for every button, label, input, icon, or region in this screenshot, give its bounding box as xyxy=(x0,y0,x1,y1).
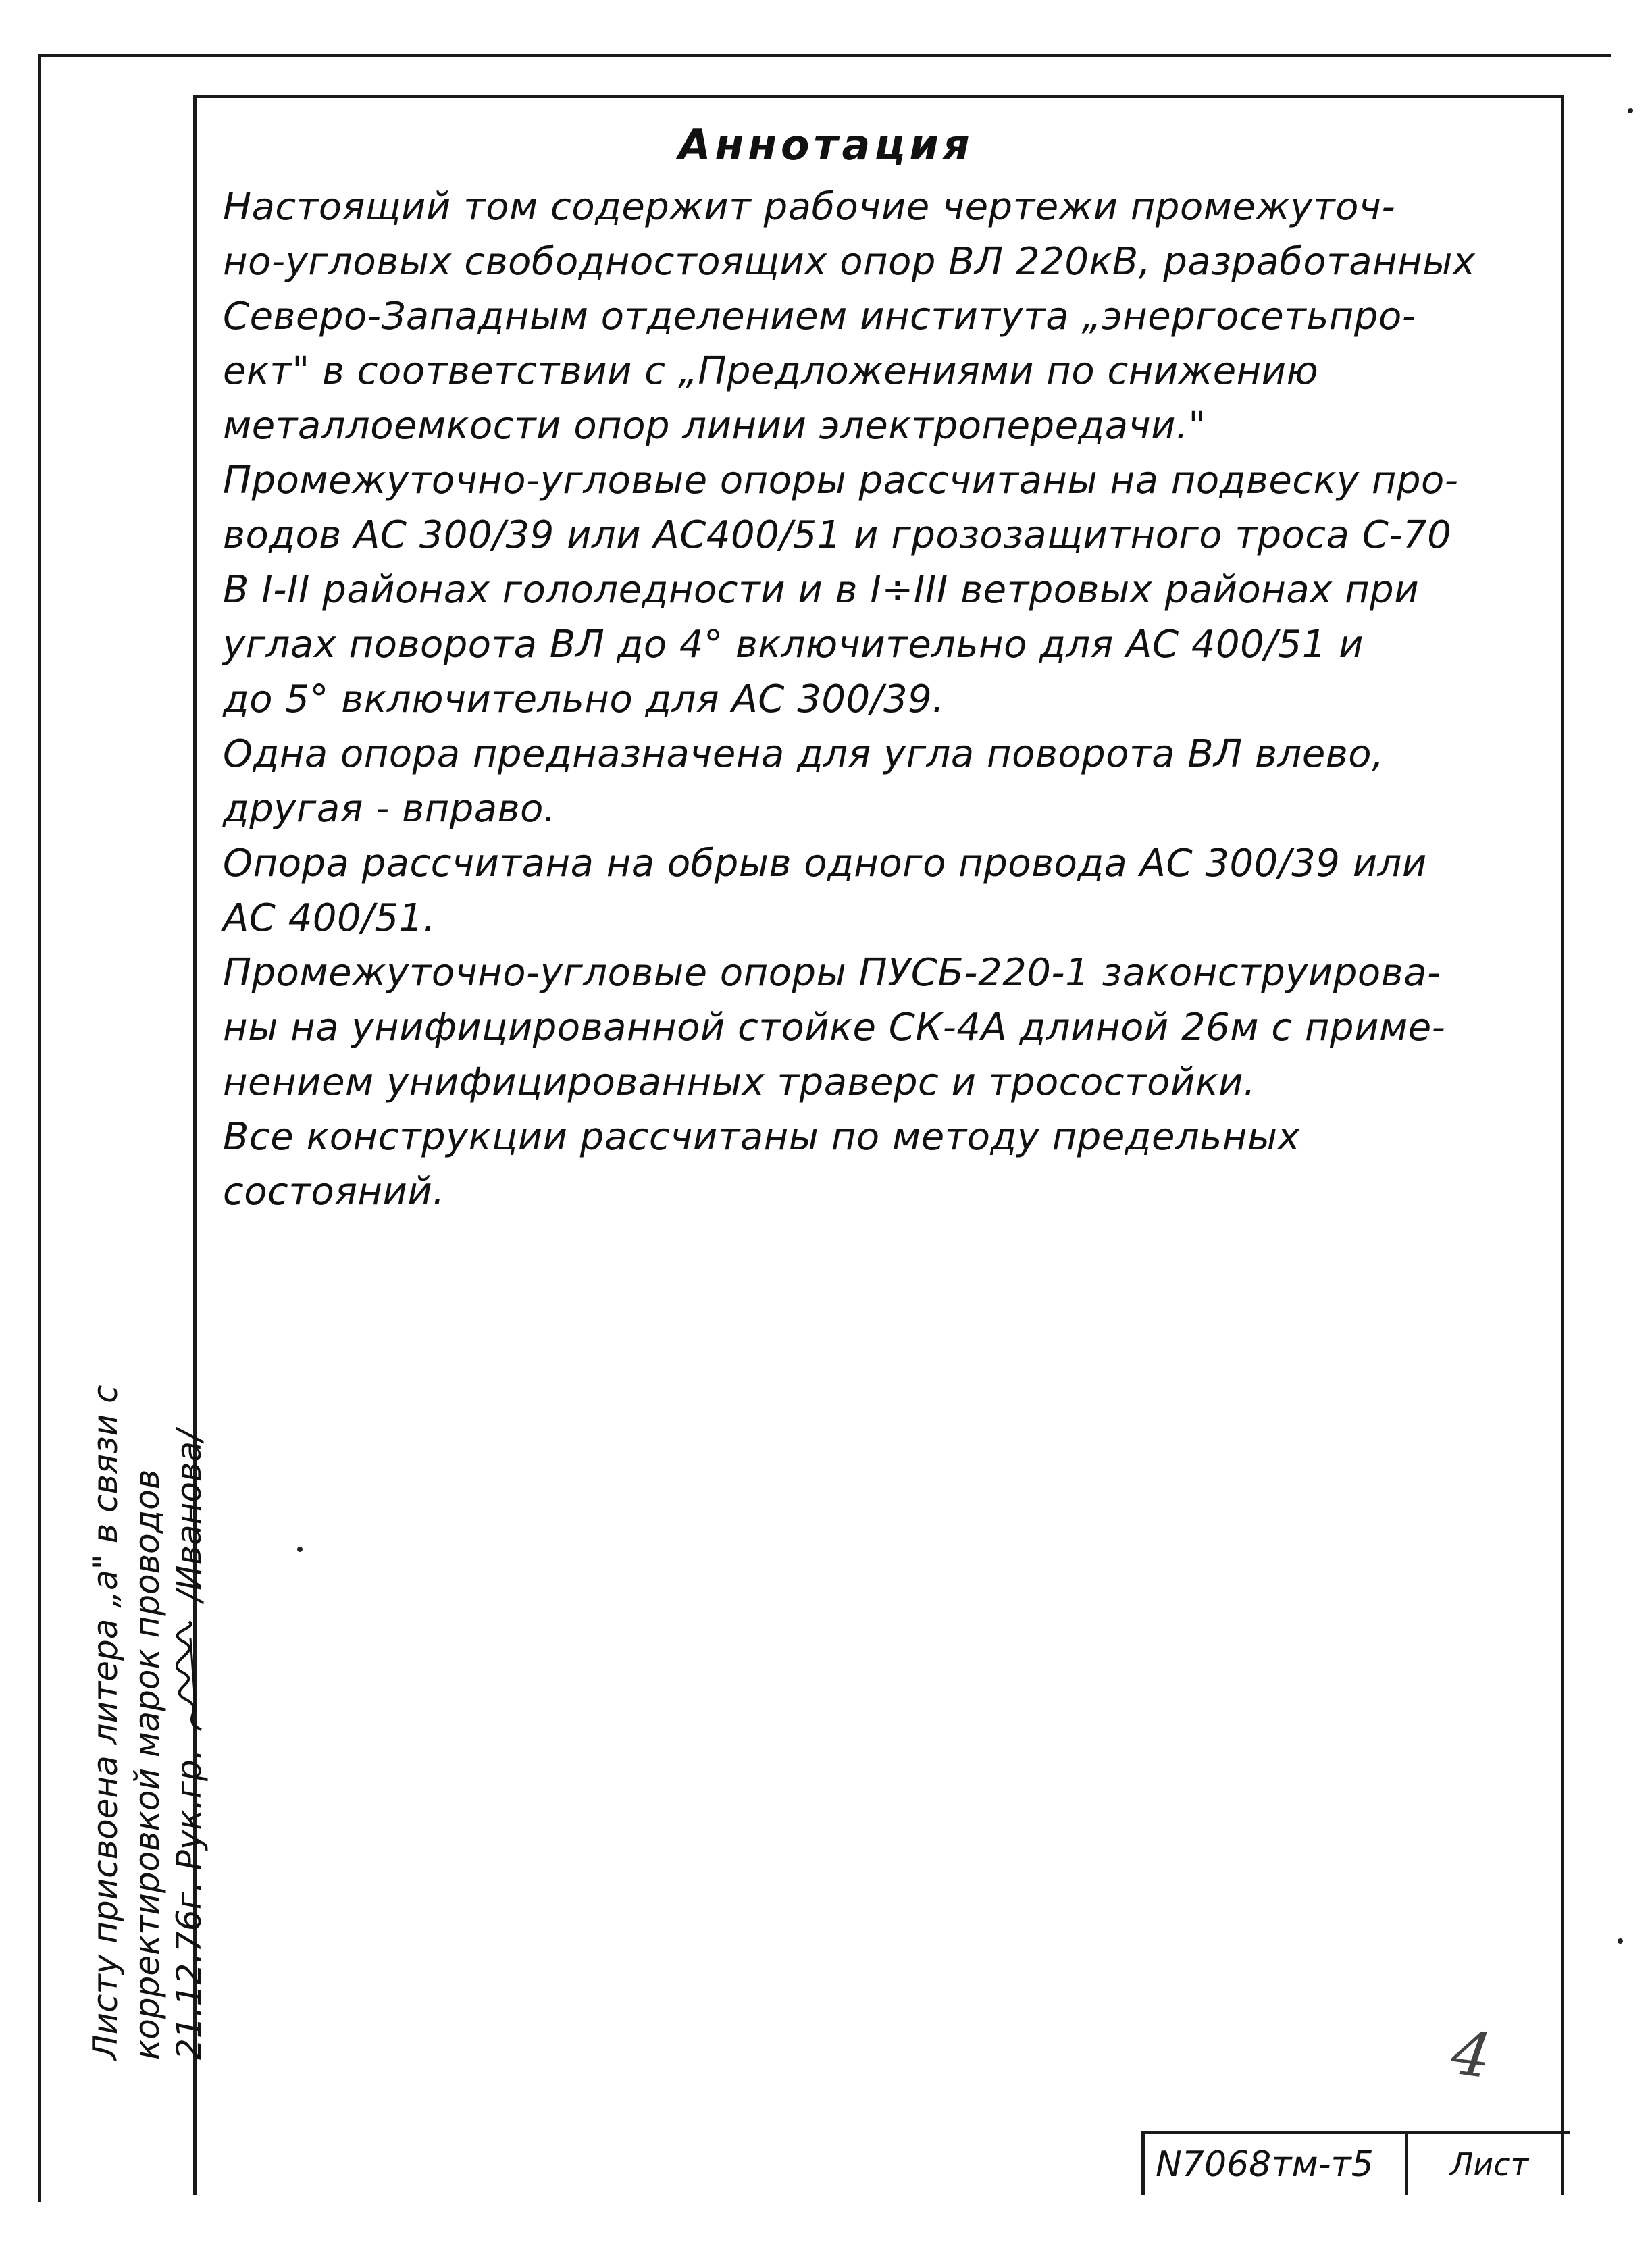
speck-dot xyxy=(1628,108,1633,113)
revision-note-line: корректировкой марок проводов xyxy=(128,1469,167,2060)
signature-icon xyxy=(176,1618,208,1733)
body-line: но-угловых свободностоящих опор ВЛ 220кВ, разработанных xyxy=(223,240,1476,284)
body-line: Северо-Западным отделением института „энергосетьпро- xyxy=(223,294,1416,338)
body-line: металлоемкости опор линии электропередачи." xyxy=(223,404,1206,448)
sheet-left-line xyxy=(38,54,41,2202)
body-line: Опора рассчитана на обрыв одного провода АС 300/39 или xyxy=(223,842,1427,885)
annotation-title: Аннотация xyxy=(678,120,974,170)
speck-dot xyxy=(297,1547,303,1552)
body-line: ны на унифицированной стойке СК-4А длиной 26м с приме- xyxy=(223,1006,1446,1050)
sheet-label: Лист xyxy=(1449,2146,1529,2183)
body-line: состояний. xyxy=(223,1170,445,1214)
body-line: Промежуточно-угловые опоры рассчитаны на подвеску про- xyxy=(223,459,1459,502)
body-line: АС 400/51. xyxy=(223,896,436,940)
body-line: водов АС 300/39 или АС400/51 и грозозащитного троса С-70 xyxy=(223,513,1452,557)
body-line: Одна опора предназначена для угла поворота ВЛ влево, xyxy=(223,732,1385,776)
revision-role: Рук.гр. xyxy=(170,1749,209,1871)
revision-note xyxy=(84,1385,210,2060)
page-number: 4 xyxy=(1447,2017,1496,2093)
annotation-body xyxy=(223,180,1540,1219)
revision-name: /Иванова/ xyxy=(170,1430,209,1602)
body-line: ект" в соответствии с „Предложениями по снижению xyxy=(223,349,1319,393)
revision-note-line: Листу присвоена литера „а" в связи с xyxy=(86,1385,125,2060)
body-line: нением унифицированных траверс и тросостойки. xyxy=(223,1060,1256,1104)
body-line: Настоящий том содержит рабочие чертежи промежуточ- xyxy=(223,185,1396,229)
body-line: до 5° включительно для АС 300/39. xyxy=(223,677,945,721)
body-line: Промежуточно-угловые опоры ПУСБ-220-1 законструирова- xyxy=(223,951,1441,995)
revision-note-line xyxy=(168,1385,210,2060)
body-line: углах поворота ВЛ до 4° включительно для АС 400/51 и xyxy=(223,623,1364,667)
body-line: другая - вправо. xyxy=(223,787,557,831)
document-code: N7068тм-т5 xyxy=(1145,2134,1408,2195)
body-line: В I-II районах гололедности и в I÷III ветровых районах при xyxy=(223,568,1420,612)
title-block-stamp xyxy=(1141,2131,1570,2195)
revision-date: 21.12.76г. xyxy=(170,1881,209,2060)
sheet-top-line xyxy=(38,54,1611,57)
speck-dot xyxy=(1618,1938,1623,1944)
body-line: Все конструкции рассчитаны по методу предельных xyxy=(223,1115,1301,1159)
